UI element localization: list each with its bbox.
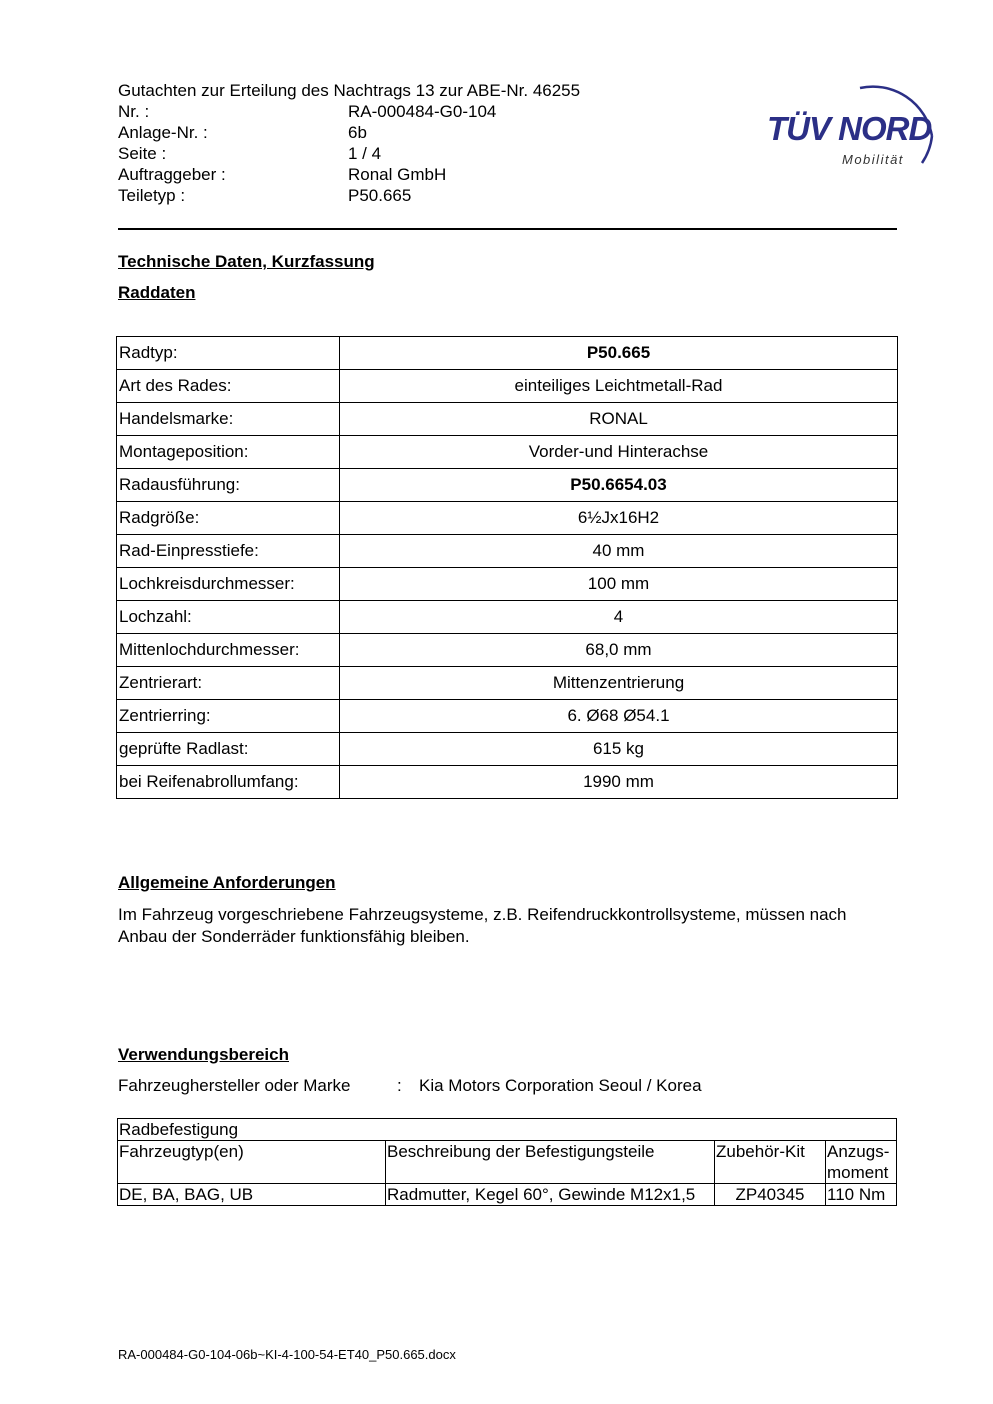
raddaten-label: geprüfte Radlast: (117, 733, 340, 766)
table-row (117, 568, 898, 601)
header-label: Auftraggeber : (118, 165, 226, 184)
header-cell: Fahrzeugtyp(en) (118, 1141, 386, 1184)
raddaten-label: Art des Rades: (117, 370, 340, 403)
raddaten-table (116, 336, 898, 799)
raddaten-value: 6½Jx16H2 (340, 502, 898, 535)
table-row (117, 337, 898, 370)
table-row (117, 733, 898, 766)
raddaten-value: 1990 mm (340, 766, 898, 799)
befestigung-title: Radbefestigung (118, 1119, 897, 1141)
header-cell: Anzugs- moment (826, 1141, 897, 1184)
usage-value: Kia Motors Corporation Seoul / Korea (419, 1076, 702, 1095)
footer-filename: RA-000484-G0-104-06b~KI-4-100-54-ET40_P50.665.docx (118, 1347, 456, 1362)
header-row (118, 122, 580, 143)
section-heading-allgemein: Allgemeine Anforderungen (118, 873, 336, 892)
header-value: RA-000484-G0-104 (348, 102, 497, 121)
befestigung-table (117, 1118, 897, 1206)
header-value: 6b (348, 123, 367, 142)
table-row (117, 403, 898, 436)
header-value: 1 / 4 (348, 144, 382, 163)
header-divider (118, 228, 897, 230)
raddaten-value: 615 kg (340, 733, 898, 766)
table-row (118, 1184, 897, 1206)
table-row (117, 535, 898, 568)
raddaten-value: 100 mm (340, 568, 898, 601)
allgemein-text: Im Fahrzeug vorgeschriebene Fahrzeugsysteme, z.B. Reifendruckkontrollsysteme, müssen nach Anbau der Sonderräder funktionsfähig bleiben. (118, 905, 847, 946)
raddaten-label: Handelsmarke: (117, 403, 340, 436)
table-row (118, 1119, 897, 1141)
section-heading-raddaten: Raddaten (118, 283, 196, 302)
section-heading-tech: Technische Daten, Kurzfassung (118, 252, 375, 271)
raddaten-label: Radgröße: (117, 502, 340, 535)
raddaten-label: Zentrierring: (117, 700, 340, 733)
table-row (117, 370, 898, 403)
table-row (117, 502, 898, 535)
header-label: Seite : (118, 144, 167, 163)
usage-line (118, 1076, 702, 1096)
raddaten-label: Mittenlochdurchmesser: (117, 634, 340, 667)
report-title: Gutachten zur Erteilung des Nachtrags 13 zur ABE-Nr. 46255 (118, 81, 581, 100)
raddaten-label: Lochkreisdurchmesser: (117, 568, 340, 601)
raddaten-label: Montageposition: (117, 436, 340, 469)
raddaten-label: bei Reifenabrollumfang: (117, 766, 340, 799)
raddaten-value: Mittenzentrierung (340, 667, 898, 700)
table-row (117, 766, 898, 799)
raddaten-label: Rad-Einpresstiefe: (117, 535, 340, 568)
table-cell: 110 Nm (826, 1184, 897, 1206)
logo-brand: TÜV NORD (767, 110, 932, 147)
tuv-nord-logo (762, 58, 942, 173)
raddaten-value: P50.6654.03 (340, 469, 898, 502)
logo-subtitle: Mobilität (842, 152, 904, 167)
header-cell: Zubehör-Kit (715, 1141, 826, 1184)
header-row (118, 143, 580, 164)
header-row (118, 185, 580, 206)
document-header (118, 80, 580, 206)
table-row (118, 1141, 897, 1184)
header-label: Anlage-Nr. : (118, 123, 208, 142)
table-cell: DE, BA, BAG, UB (118, 1184, 386, 1206)
header-row (118, 164, 580, 185)
table-row (117, 700, 898, 733)
header-value: Ronal GmbH (348, 165, 447, 184)
header-cell: Beschreibung der Befestigungsteile (386, 1141, 715, 1184)
table-row (117, 667, 898, 700)
raddaten-label: Lochzahl: (117, 601, 340, 634)
usage-label: Fahrzeughersteller oder Marke (118, 1076, 351, 1095)
raddaten-value: einteiliges Leichtmetall-Rad (340, 370, 898, 403)
header-label: Nr. : (118, 102, 150, 121)
raddaten-value: 40 mm (340, 535, 898, 568)
raddaten-value: Vorder-und Hinterachse (340, 436, 898, 469)
raddaten-value: P50.665 (340, 337, 898, 370)
table-cell: ZP40345 (715, 1184, 826, 1206)
usage-separator: : (397, 1076, 402, 1095)
table-row (117, 469, 898, 502)
header-row (118, 101, 580, 122)
table-cell: Radmutter, Kegel 60°, Gewinde M12x1,5 (386, 1184, 715, 1206)
raddaten-label: Radausführung: (117, 469, 340, 502)
table-row (117, 436, 898, 469)
table-row (117, 601, 898, 634)
header-label: Teiletyp : (118, 186, 186, 205)
section-heading-verwendung: Verwendungsbereich (118, 1045, 289, 1064)
header-value: P50.665 (348, 186, 412, 205)
raddaten-value: 6. Ø68 Ø54.1 (340, 700, 898, 733)
raddaten-value: RONAL (340, 403, 898, 436)
raddaten-value: 68,0 mm (340, 634, 898, 667)
raddaten-label: Radtyp: (117, 337, 340, 370)
table-row (117, 634, 898, 667)
raddaten-value: 4 (340, 601, 898, 634)
raddaten-label: Zentrierart: (117, 667, 340, 700)
